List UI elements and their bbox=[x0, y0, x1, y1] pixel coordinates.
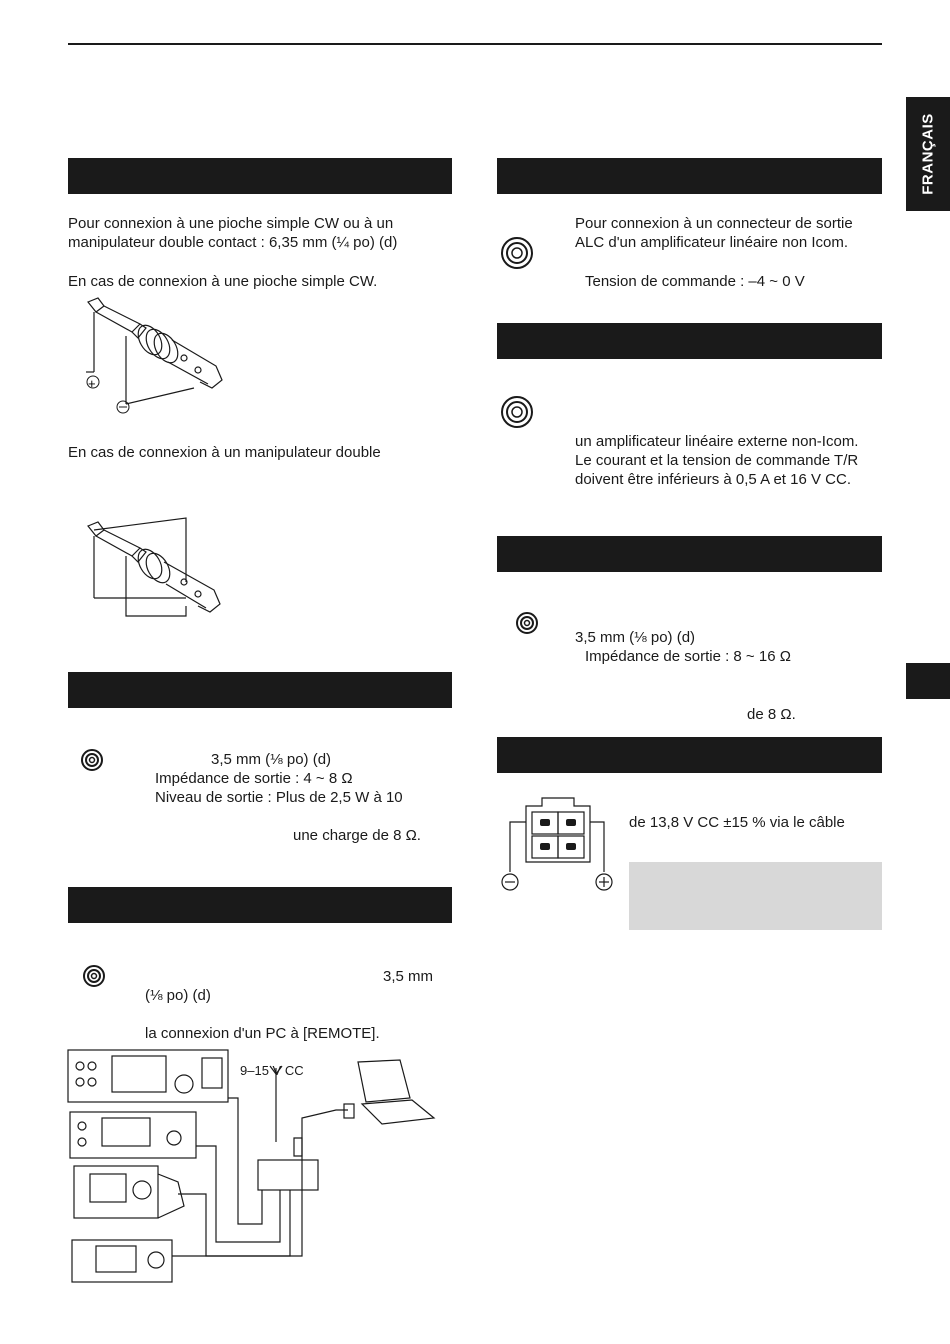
alc-voltage: Tension de commande : –4 ~ 0 V bbox=[585, 273, 805, 290]
speaker-load: une charge de 8 Ω. bbox=[293, 827, 421, 844]
send-section-header bbox=[497, 323, 882, 359]
dc-power-section-header bbox=[497, 737, 882, 773]
section-tab bbox=[906, 663, 950, 699]
language-tab bbox=[906, 97, 950, 211]
send-line3: doivent être inférieurs à 0,5 A et 16 V CC. bbox=[575, 471, 851, 488]
send-line2: Le courant et la tension de commande T/R bbox=[575, 452, 859, 469]
remote-connection-diagram bbox=[66, 1046, 446, 1286]
remote-size-2: (⅛ po) (d) bbox=[145, 987, 211, 1004]
header-rule bbox=[68, 43, 882, 45]
speaker-section-header bbox=[68, 672, 452, 708]
speaker-impedance: Impédance de sortie : 4 ~ 8 Ω bbox=[155, 770, 353, 787]
key-double-text: En cas de connexion à un manipulateur double bbox=[68, 444, 381, 461]
key-intro-line1: Pour connexion à une pioche simple CW ou à un bbox=[68, 215, 394, 232]
plus-symbol: + bbox=[88, 376, 96, 391]
ext-speaker-impedance: Impédance de sortie : 8 ~ 16 Ω bbox=[585, 648, 791, 665]
ext-speaker-jack-icon bbox=[516, 612, 538, 634]
send-jack-icon bbox=[500, 395, 534, 429]
ext-speaker-load: de 8 Ω. bbox=[747, 706, 796, 723]
alc-jack-icon bbox=[500, 236, 534, 270]
ext-speaker-size: 3,5 mm (⅛ po) (d) bbox=[575, 629, 696, 646]
remote-pc-text: la connexion d'un PC à [REMOTE]. bbox=[145, 1025, 380, 1042]
key-section-header bbox=[68, 158, 452, 194]
double-key-plug-illustration bbox=[86, 512, 236, 622]
note-box bbox=[629, 862, 882, 930]
speaker-jack-icon bbox=[81, 749, 103, 771]
alc-line2: ALC d'un amplificateur linéaire non Icom. bbox=[575, 234, 849, 251]
key-single-text: En cas de connexion à une pioche simple CW. bbox=[68, 273, 378, 290]
diagram-power-label: 9–15 V CC bbox=[240, 1063, 304, 1078]
remote-section-header bbox=[68, 887, 452, 923]
alc-section-header bbox=[497, 158, 882, 194]
key-intro-line2: manipulateur double contact : 6,35 mm (¼ po) (d) bbox=[68, 234, 398, 251]
remote-jack-icon bbox=[83, 965, 105, 987]
language-tab-label: FRANÇAIS bbox=[919, 113, 937, 195]
remote-size: 3,5 mm bbox=[383, 968, 434, 985]
send-line1: un amplificateur linéaire externe non-Icom. bbox=[575, 433, 859, 450]
dc-power-text: de 13,8 V CC ±15 % via le câble bbox=[629, 814, 845, 831]
single-key-plug-illustration bbox=[80, 292, 240, 422]
ext-speaker-section-header bbox=[497, 536, 882, 572]
dc-connector-illustration bbox=[498, 796, 618, 892]
speaker-level: Niveau de sortie : Plus de 2,5 W à 10 bbox=[155, 789, 403, 806]
alc-line1: Pour connexion à un connecteur de sortie bbox=[575, 215, 853, 232]
speaker-size: 3,5 mm (⅛ po) (d) bbox=[211, 751, 332, 768]
